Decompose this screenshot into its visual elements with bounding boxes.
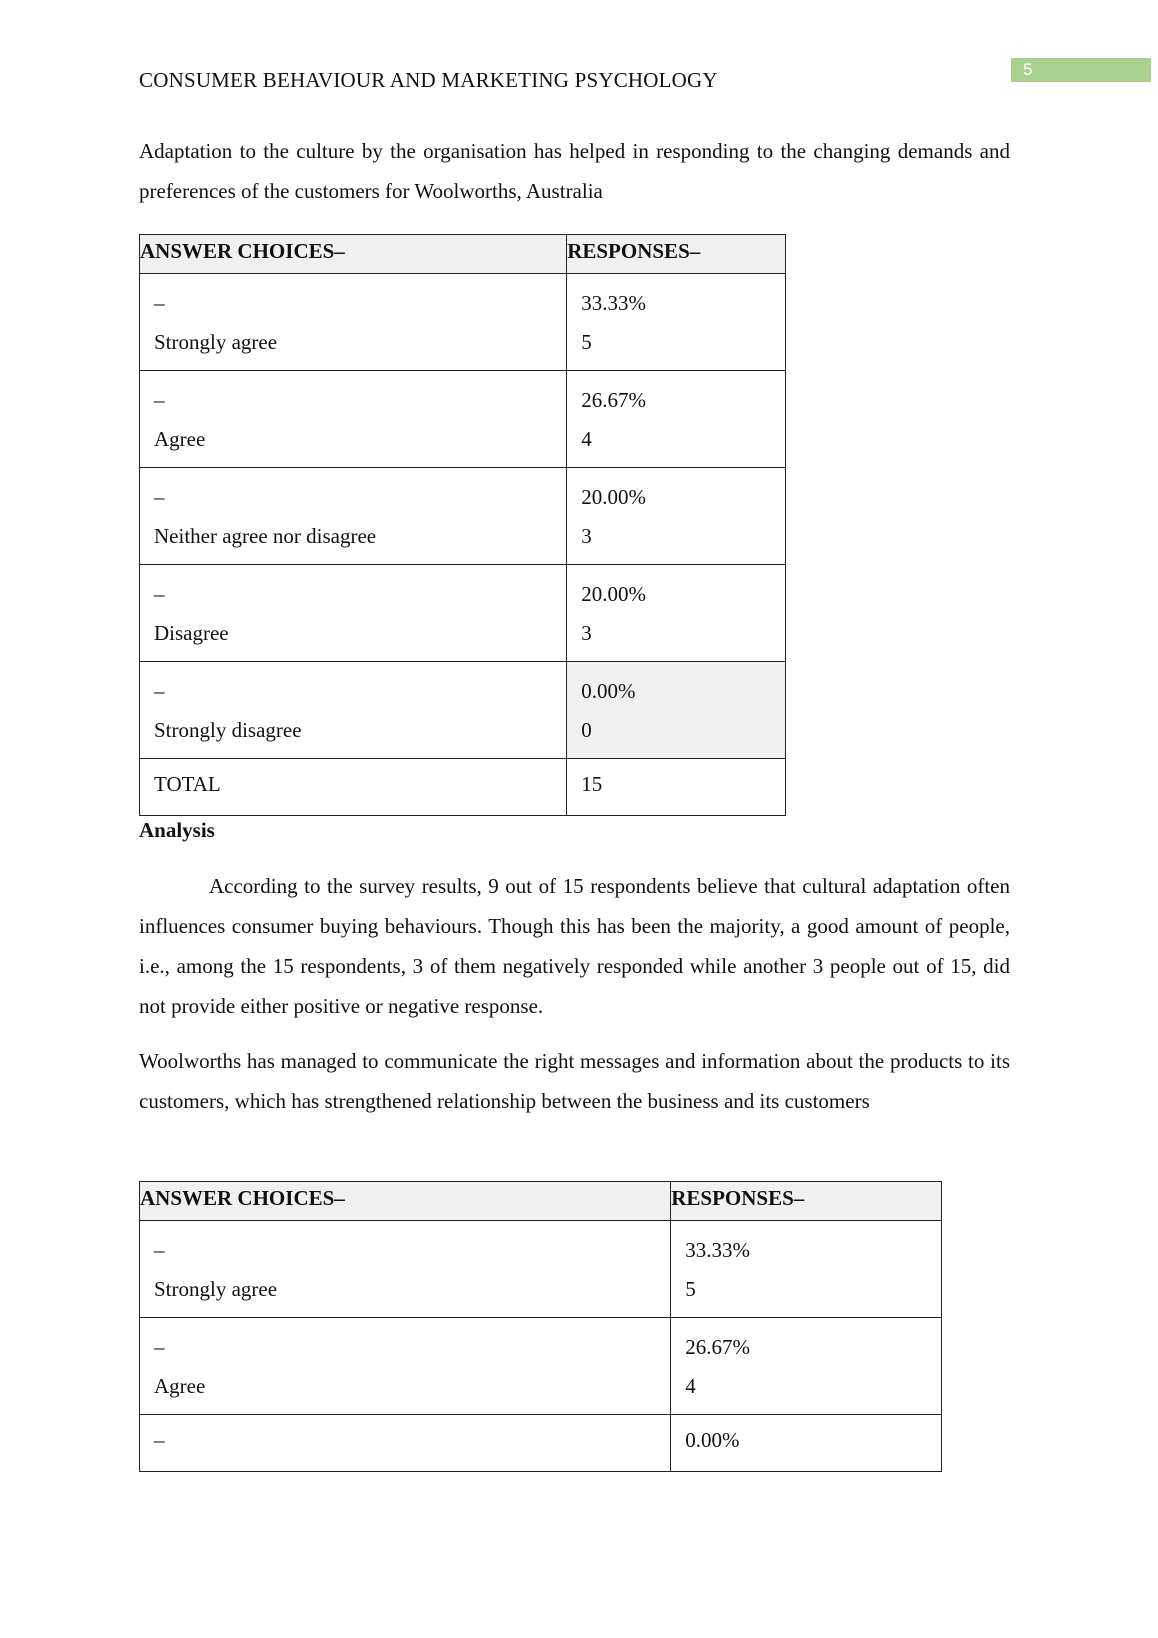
- survey-table-2: [139, 1181, 942, 1472]
- answer-choice: Disagree: [154, 621, 229, 645]
- row-dash: –: [154, 485, 165, 509]
- response-percent: 33.33%: [685, 1238, 750, 1262]
- response-count: 5: [581, 330, 592, 354]
- column-header-responses: RESPONSES–: [567, 235, 786, 274]
- analysis-heading: Analysis: [139, 818, 215, 842]
- response-percent: 0.00%: [685, 1428, 740, 1452]
- table-header-row: [140, 1182, 942, 1221]
- answer-choice: Neither agree nor disagree: [154, 524, 377, 548]
- column-header-answer-choices: ANSWER CHOICES–: [140, 235, 567, 274]
- table-row: [140, 1415, 942, 1472]
- table-total-row: [140, 759, 786, 816]
- column-header-answer-choices: ANSWER CHOICES–: [140, 1182, 671, 1221]
- table-header-row: [140, 235, 786, 274]
- question-2-text: Woolworths has managed to communicate the right messages and information about the products to its customers, which has strengthened relationship between the business and its customers: [139, 1049, 1010, 1113]
- row-dash: –: [154, 1428, 165, 1452]
- response-count: 5: [685, 1277, 696, 1301]
- response-percent: 0.00%: [581, 679, 636, 703]
- answer-choice: Agree: [154, 1374, 206, 1398]
- question-1-text: Adaptation to the culture by the organisation has helped in responding to the changing demands and preferences of the customers for Woolworths, Australia: [139, 139, 1010, 203]
- answer-choice: Strongly agree: [154, 330, 278, 354]
- response-percent: 33.33%: [581, 291, 646, 315]
- response-count: 3: [581, 621, 592, 645]
- response-count: 4: [581, 427, 592, 451]
- response-percent: 20.00%: [581, 582, 646, 606]
- row-dash: –: [154, 679, 165, 703]
- response-count: 0: [581, 718, 592, 742]
- total-value: 15: [581, 772, 603, 796]
- row-dash: –: [154, 1238, 165, 1262]
- answer-choice: Strongly agree: [154, 1277, 278, 1301]
- response-percent: 26.67%: [685, 1335, 750, 1359]
- answer-choice: Agree: [154, 427, 206, 451]
- table-row: [140, 1221, 942, 1318]
- row-dash: –: [154, 1335, 165, 1359]
- row-dash: –: [154, 291, 165, 315]
- row-dash: –: [154, 582, 165, 606]
- analysis-paragraph: According to the survey results, 9 out of 15 respondents believe that cultural adaptation often influences consumer buying behaviours. Though this has been the majority, a good amount of people, i.e., among the 15 respondents, 3 of them negatively responded while another 3 people out of 15, did not provide either positive or negative response.: [139, 874, 1010, 1018]
- response-percent: 26.67%: [581, 388, 646, 412]
- table-row: [140, 565, 786, 662]
- table-row: [140, 468, 786, 565]
- response-percent: 20.00%: [581, 485, 646, 509]
- total-label: TOTAL: [154, 772, 221, 796]
- response-count: 3: [581, 524, 592, 548]
- column-header-responses: RESPONSES–: [671, 1182, 942, 1221]
- answer-choice: Strongly disagree: [154, 718, 302, 742]
- survey-table-1: [139, 234, 786, 816]
- table-row: [140, 371, 786, 468]
- table-row: [140, 274, 786, 371]
- response-count: 4: [685, 1374, 696, 1398]
- page-number: 5: [1011, 58, 1151, 82]
- table-row: [140, 1318, 942, 1415]
- row-dash: –: [154, 388, 165, 412]
- table-row: [140, 662, 786, 759]
- running-header: CONSUMER BEHAVIOUR AND MARKETING PSYCHOLOGY: [139, 68, 718, 92]
